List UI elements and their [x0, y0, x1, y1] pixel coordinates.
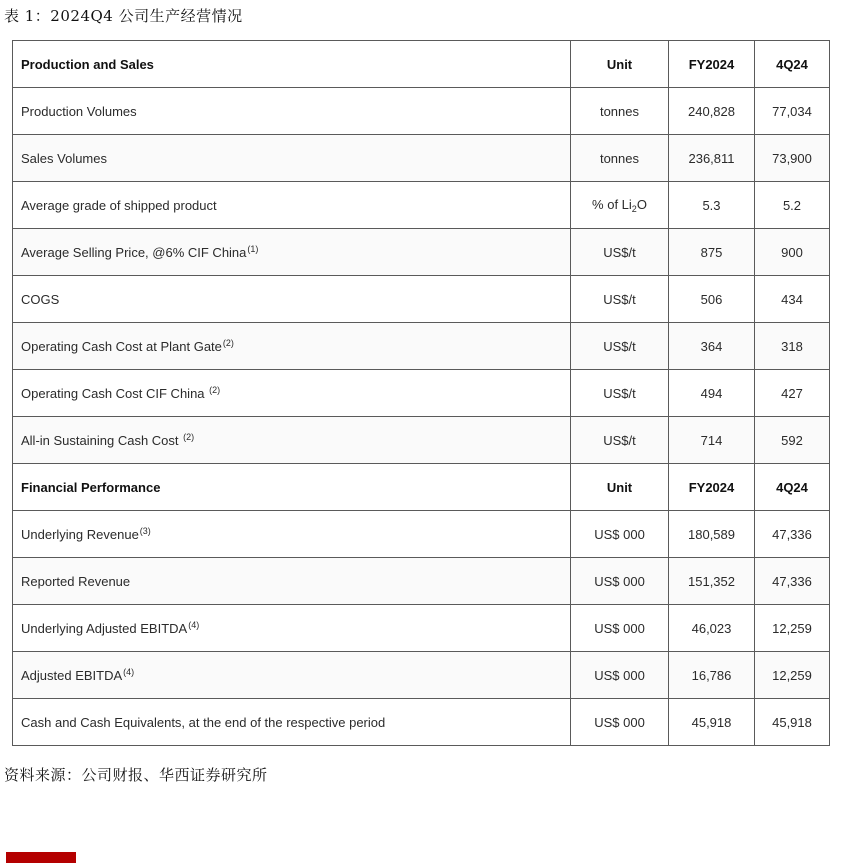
- table-row: [13, 135, 830, 182]
- table-row: [13, 276, 830, 323]
- row-label: Production Volumes: [13, 88, 571, 135]
- section-header-financial: [13, 464, 830, 511]
- unit-prefix: % of Li: [592, 196, 632, 212]
- row-unit: US$ 000: [571, 652, 669, 699]
- row-fy2024: 46,023: [669, 605, 755, 652]
- production-financial-table: [12, 40, 830, 746]
- footnote-marker: (4): [123, 667, 135, 677]
- row-unit: US$ 000: [571, 511, 669, 558]
- footnote-marker: (3): [139, 526, 151, 536]
- section-title: Financial Performance: [13, 464, 571, 511]
- row-label-cell: [13, 652, 571, 699]
- table-caption: 表 1：2024Q4 公司生产经营情况: [4, 7, 243, 25]
- row-unit: US$ 000: [571, 699, 669, 746]
- column-header-unit: Unit: [571, 41, 669, 88]
- row-label-cell: [13, 323, 571, 370]
- row-label: Adjusted EBITDA: [21, 668, 123, 683]
- row-fy2024: 506: [669, 276, 755, 323]
- red-section-marker: [6, 852, 76, 863]
- row-label-cell: [13, 511, 571, 558]
- table-row: [13, 652, 830, 699]
- row-4q24: 434: [755, 276, 830, 323]
- table-row: [13, 558, 830, 605]
- row-4q24: 47,336: [755, 558, 830, 605]
- row-fy2024: 45,918: [669, 699, 755, 746]
- footnote-marker: (1): [247, 244, 259, 254]
- row-unit: US$/t: [571, 417, 669, 464]
- row-4q24: 12,259: [755, 652, 830, 699]
- row-unit: US$/t: [571, 370, 669, 417]
- table-row: [13, 323, 830, 370]
- section-header-production: [13, 41, 830, 88]
- row-unit: tonnes: [571, 135, 669, 182]
- column-header-unit: Unit: [571, 464, 669, 511]
- row-unit: US$/t: [571, 229, 669, 276]
- row-label: Operating Cash Cost at Plant Gate: [21, 339, 222, 354]
- row-4q24: 47,336: [755, 511, 830, 558]
- column-header-fy2024: FY2024: [669, 464, 755, 511]
- row-4q24: 5.2: [755, 182, 830, 229]
- table-row: [13, 605, 830, 652]
- row-label-cell: [13, 229, 571, 276]
- row-4q24: 77,034: [755, 88, 830, 135]
- unit-subscript: 2: [631, 203, 637, 214]
- row-4q24: 592: [755, 417, 830, 464]
- row-4q24: 318: [755, 323, 830, 370]
- row-unit: [571, 182, 669, 229]
- table-row: [13, 229, 830, 276]
- row-label: COGS: [13, 276, 571, 323]
- row-label: Sales Volumes: [13, 135, 571, 182]
- row-label-cell: [13, 605, 571, 652]
- unit-suffix: O: [636, 196, 647, 212]
- footnote-marker: (2): [183, 432, 195, 442]
- row-fy2024: 180,589: [669, 511, 755, 558]
- column-header-4q24: 4Q24: [755, 464, 830, 511]
- row-fy2024: 16,786: [669, 652, 755, 699]
- row-label: All-in Sustaining Cash Cost: [21, 433, 183, 448]
- section-title: Production and Sales: [13, 41, 571, 88]
- row-4q24: 12,259: [755, 605, 830, 652]
- table-row: [13, 182, 830, 229]
- table-row: [13, 699, 830, 746]
- row-unit: US$/t: [571, 276, 669, 323]
- row-unit: US$/t: [571, 323, 669, 370]
- column-header-4q24: 4Q24: [755, 41, 830, 88]
- row-4q24: 427: [755, 370, 830, 417]
- footnote-marker: (2): [209, 385, 221, 395]
- row-fy2024: 151,352: [669, 558, 755, 605]
- row-label: Reported Revenue: [13, 558, 571, 605]
- source-note: 资料来源：公司财报、华西证券研究所: [4, 766, 268, 784]
- row-label: Cash and Cash Equivalents, at the end of the respective period: [13, 699, 571, 746]
- column-header-fy2024: FY2024: [669, 41, 755, 88]
- row-label: Operating Cash Cost CIF China: [21, 386, 209, 401]
- row-fy2024: 875: [669, 229, 755, 276]
- row-unit: US$ 000: [571, 605, 669, 652]
- row-4q24: 45,918: [755, 699, 830, 746]
- row-unit: US$ 000: [571, 558, 669, 605]
- row-fy2024: 240,828: [669, 88, 755, 135]
- row-4q24: 73,900: [755, 135, 830, 182]
- row-label-cell: [13, 417, 571, 464]
- row-label: Underlying Revenue: [21, 527, 139, 542]
- row-label-cell: [13, 370, 571, 417]
- table-row: [13, 511, 830, 558]
- table-row: [13, 88, 830, 135]
- footnote-marker: (2): [222, 338, 234, 348]
- table-row: [13, 370, 830, 417]
- row-fy2024: 714: [669, 417, 755, 464]
- row-fy2024: 494: [669, 370, 755, 417]
- row-label: Average grade of shipped product: [13, 182, 571, 229]
- footnote-marker: (4): [188, 620, 200, 630]
- row-fy2024: 5.3: [669, 182, 755, 229]
- row-unit: tonnes: [571, 88, 669, 135]
- table-row: [13, 417, 830, 464]
- row-fy2024: 364: [669, 323, 755, 370]
- row-label: Underlying Adjusted EBITDA: [21, 621, 188, 636]
- row-label: Average Selling Price, @6% CIF China: [21, 245, 247, 260]
- row-4q24: 900: [755, 229, 830, 276]
- row-fy2024: 236,811: [669, 135, 755, 182]
